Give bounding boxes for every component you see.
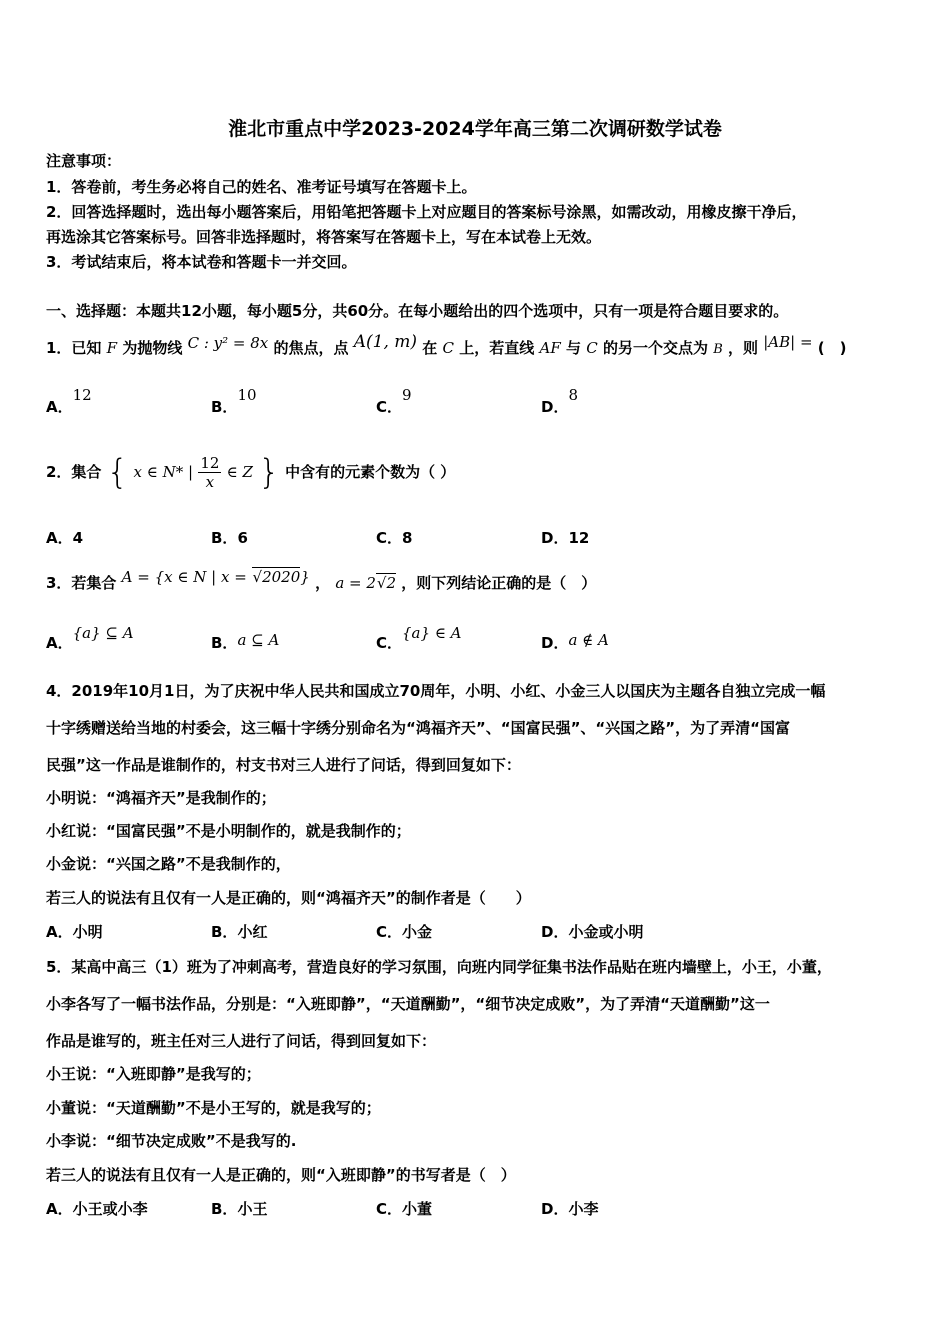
notice-item: 3．考试结束后，将本试卷和答题卡一并交回。 — [46, 253, 357, 271]
q5-line: 作品是谁写的，班主任对三人进行了问话，得到回复如下： — [46, 1032, 437, 1050]
q3-a-value — [335, 573, 396, 592]
q1-text: 的另一个交点为 — [602, 339, 708, 357]
fraction-numerator: 12 — [200, 454, 220, 472]
q3-text: ， — [315, 574, 331, 592]
q4-line: 十字绣赠送给当地的村委会，这三幅十字绣分别命名为“鸿福齐天”、“国富民强”、“兴国之路”，为了弄清“国富 — [46, 719, 791, 737]
option-value: {a} ⊆ A — [72, 624, 134, 642]
q3-option-a[interactable] — [46, 624, 134, 654]
option-value: 12 — [568, 529, 590, 547]
option-label: C． — [376, 634, 403, 652]
q5-line: 小董说：“天道酬勤”不是小王写的，就是我写的； — [46, 1099, 381, 1117]
option-label: A． — [46, 1200, 73, 1218]
q1-text: 的焦点，点 — [273, 339, 349, 357]
option-label: A． — [46, 634, 73, 652]
q2-set-condition: ∈ Z — [226, 463, 253, 481]
set-definition: A = {x ∈ N | x = — [121, 568, 252, 586]
q5-line: 小李各写了一幅书法作品，分别是：“入班即静”，“天道酬勤”，“细节决定成败”，为了弄清“天道酬勤”这一 — [46, 995, 770, 1013]
q4-option-d[interactable] — [541, 921, 643, 943]
page-title: 淮北市重点中学2023-2024学年高三第二次调研数学试卷 — [228, 118, 722, 140]
notice-item: 2．回答选择题时，选出每小题答案后，用铅笔把答题卡上对应题目的答案标号涂黑，如需改动，用橡皮擦干净后， — [46, 203, 807, 221]
option-label: C． — [376, 923, 403, 941]
option-value: {a} ∈ A — [402, 624, 462, 642]
option-value: 4 — [72, 529, 84, 547]
notice-item: 1．答卷前，考生务必将自己的姓名、准考证号填写在答题卡上。 — [46, 178, 477, 196]
q1-text: ，则 — [727, 339, 758, 357]
q1-curve-C: C — [442, 339, 454, 357]
q1-text: 上，若直线 — [459, 339, 535, 357]
q3-text: 3．若集合 — [46, 574, 117, 592]
right-brace-icon: } — [258, 452, 280, 493]
sqrt-radicand: 2 — [386, 574, 397, 592]
q4-line: 民强”这一作品是谁制作的，村支书对三人进行了问话，得到回复如下： — [46, 756, 521, 774]
option-value: 小李 — [568, 1200, 599, 1218]
sqrt-radicand: 2020 — [262, 568, 301, 586]
sqrt-2020: √2020 — [252, 568, 301, 586]
option-label: B． — [211, 1200, 238, 1218]
q4-line: 4．2019年10月1日，为了庆祝中华人民共和国成立70周年，小明、小红、小金三人以国庆为主题各自独立完成一幅 — [46, 682, 826, 700]
q1-option-c[interactable] — [376, 386, 412, 418]
q5-line: 5．某高中高三（1）班为了冲刺高考，营造良好的学习氛围，向班内同学征集书法作品贴在班内墙壁上，小王，小董， — [46, 958, 832, 976]
option-label: B． — [211, 923, 238, 941]
q2-option-d[interactable] — [541, 527, 589, 549]
q2-option-b[interactable] — [211, 527, 248, 549]
q1-text: 与 — [565, 339, 581, 357]
q2-option-a[interactable] — [46, 527, 83, 549]
notice-heading: 注意事项： — [46, 152, 122, 170]
option-value: 10 — [237, 386, 257, 404]
q3-option-d[interactable] — [541, 632, 609, 654]
q5-line: 小王说：“入班即静”是我写的； — [46, 1065, 261, 1083]
option-label: B． — [211, 398, 238, 416]
q1-point-B: B — [713, 342, 723, 357]
option-value: 8 — [402, 529, 413, 547]
q1-option-a[interactable] — [46, 386, 92, 418]
q1-curve-C: C — [586, 339, 598, 357]
q4-line: 小金说：“兴国之路”不是我制作的， — [46, 855, 291, 873]
q4-line: 小明说：“鸿福齐天”是我制作的； — [46, 789, 276, 807]
q4-option-a[interactable] — [46, 921, 103, 943]
option-label: C． — [376, 398, 403, 416]
q5-option-c[interactable] — [376, 1198, 432, 1220]
option-label: D． — [541, 1200, 569, 1218]
option-value: 6 — [237, 529, 248, 547]
option-label: D． — [541, 398, 569, 416]
option-value: 小金或小明 — [568, 923, 644, 941]
option-label: D． — [541, 529, 569, 547]
q3-text: ，则下列结论正确的是（ ） — [401, 574, 597, 592]
q1-text: 为抛物线 — [122, 339, 183, 357]
option-label: C． — [376, 1200, 403, 1218]
option-value: a ⊆ A — [237, 631, 280, 649]
question-1 — [46, 332, 847, 361]
option-value: 小董 — [402, 1200, 433, 1218]
q1-option-d[interactable] — [541, 386, 578, 418]
q2-text: 2．集合 — [46, 463, 102, 481]
q5-line: 若三人的说法有且仅有一人是正确的，则“入班即静”的书写者是（ ） — [46, 1166, 516, 1184]
q1-option-b[interactable] — [211, 386, 257, 418]
question-3 — [46, 568, 597, 594]
q2-set-condition: x ∈ N* | — [133, 463, 194, 481]
option-value: 9 — [402, 386, 412, 404]
notice-item: 再选涂其它答案标号。回答非选择题时，将答案写在答题卡上，写在本试卷上无效。 — [46, 228, 602, 246]
q4-line: 若三人的说法有且仅有一人是正确的，则“鸿福齐天”的制作者是（ ） — [46, 889, 531, 907]
fraction-denominator: x — [205, 473, 215, 491]
q4-line: 小红说：“国富民强”不是小明制作的，就是我制作的； — [46, 822, 411, 840]
option-value: 小明 — [72, 923, 103, 941]
q4-option-b[interactable] — [211, 921, 267, 943]
q2-fraction — [198, 454, 221, 491]
q4-option-c[interactable] — [376, 921, 432, 943]
left-brace-icon: { — [106, 452, 129, 493]
option-value: a ∉ A — [568, 631, 609, 649]
sqrt-2: √2 — [376, 574, 397, 592]
q5-option-a[interactable] — [46, 1198, 148, 1220]
q1-text: ( ) — [817, 339, 847, 357]
q3-option-c[interactable] — [376, 624, 462, 654]
option-label: D． — [541, 634, 569, 652]
option-label: A． — [46, 398, 73, 416]
q1-text: 在 — [422, 339, 438, 357]
q1-length-AB: |AB| = — [763, 333, 813, 351]
q1-focus-F: F — [106, 339, 118, 357]
option-value: 小金 — [402, 923, 433, 941]
option-label: A． — [46, 529, 73, 547]
q1-point-A: A(1, m) — [353, 332, 418, 352]
q1-text: 1．已知 — [46, 339, 102, 357]
q3-set-A — [122, 568, 310, 586]
option-value: 小王或小李 — [72, 1200, 148, 1218]
q1-parabola: C : y² = 8x — [187, 334, 269, 352]
set-close: } — [300, 568, 310, 586]
q5-line: 小李说：“细节决定成败”不是我写的. — [46, 1132, 297, 1150]
option-label: B． — [211, 634, 238, 652]
q2-option-c[interactable] — [376, 527, 412, 549]
option-label: A． — [46, 923, 73, 941]
q1-line-AF: AF — [539, 339, 561, 357]
a-equals: a = 2 — [335, 574, 376, 592]
q5-option-d[interactable] — [541, 1198, 598, 1220]
question-2 — [46, 448, 455, 496]
option-value: 8 — [568, 386, 578, 404]
option-value: 12 — [72, 386, 92, 404]
option-label: D． — [541, 923, 569, 941]
option-value: 小王 — [237, 1200, 268, 1218]
option-label: B． — [211, 529, 238, 547]
option-value: 小红 — [237, 923, 268, 941]
option-label: C． — [376, 529, 403, 547]
q5-option-b[interactable] — [211, 1198, 267, 1220]
q3-option-b[interactable] — [211, 632, 279, 654]
section-heading: 一、选择题：本题共12小题，每小题5分，共60分。在每小题给出的四个选项中，只有一项是符合题目要求的。 — [46, 302, 789, 320]
q2-text: 中含有的元素个数为（ ） — [285, 463, 456, 481]
